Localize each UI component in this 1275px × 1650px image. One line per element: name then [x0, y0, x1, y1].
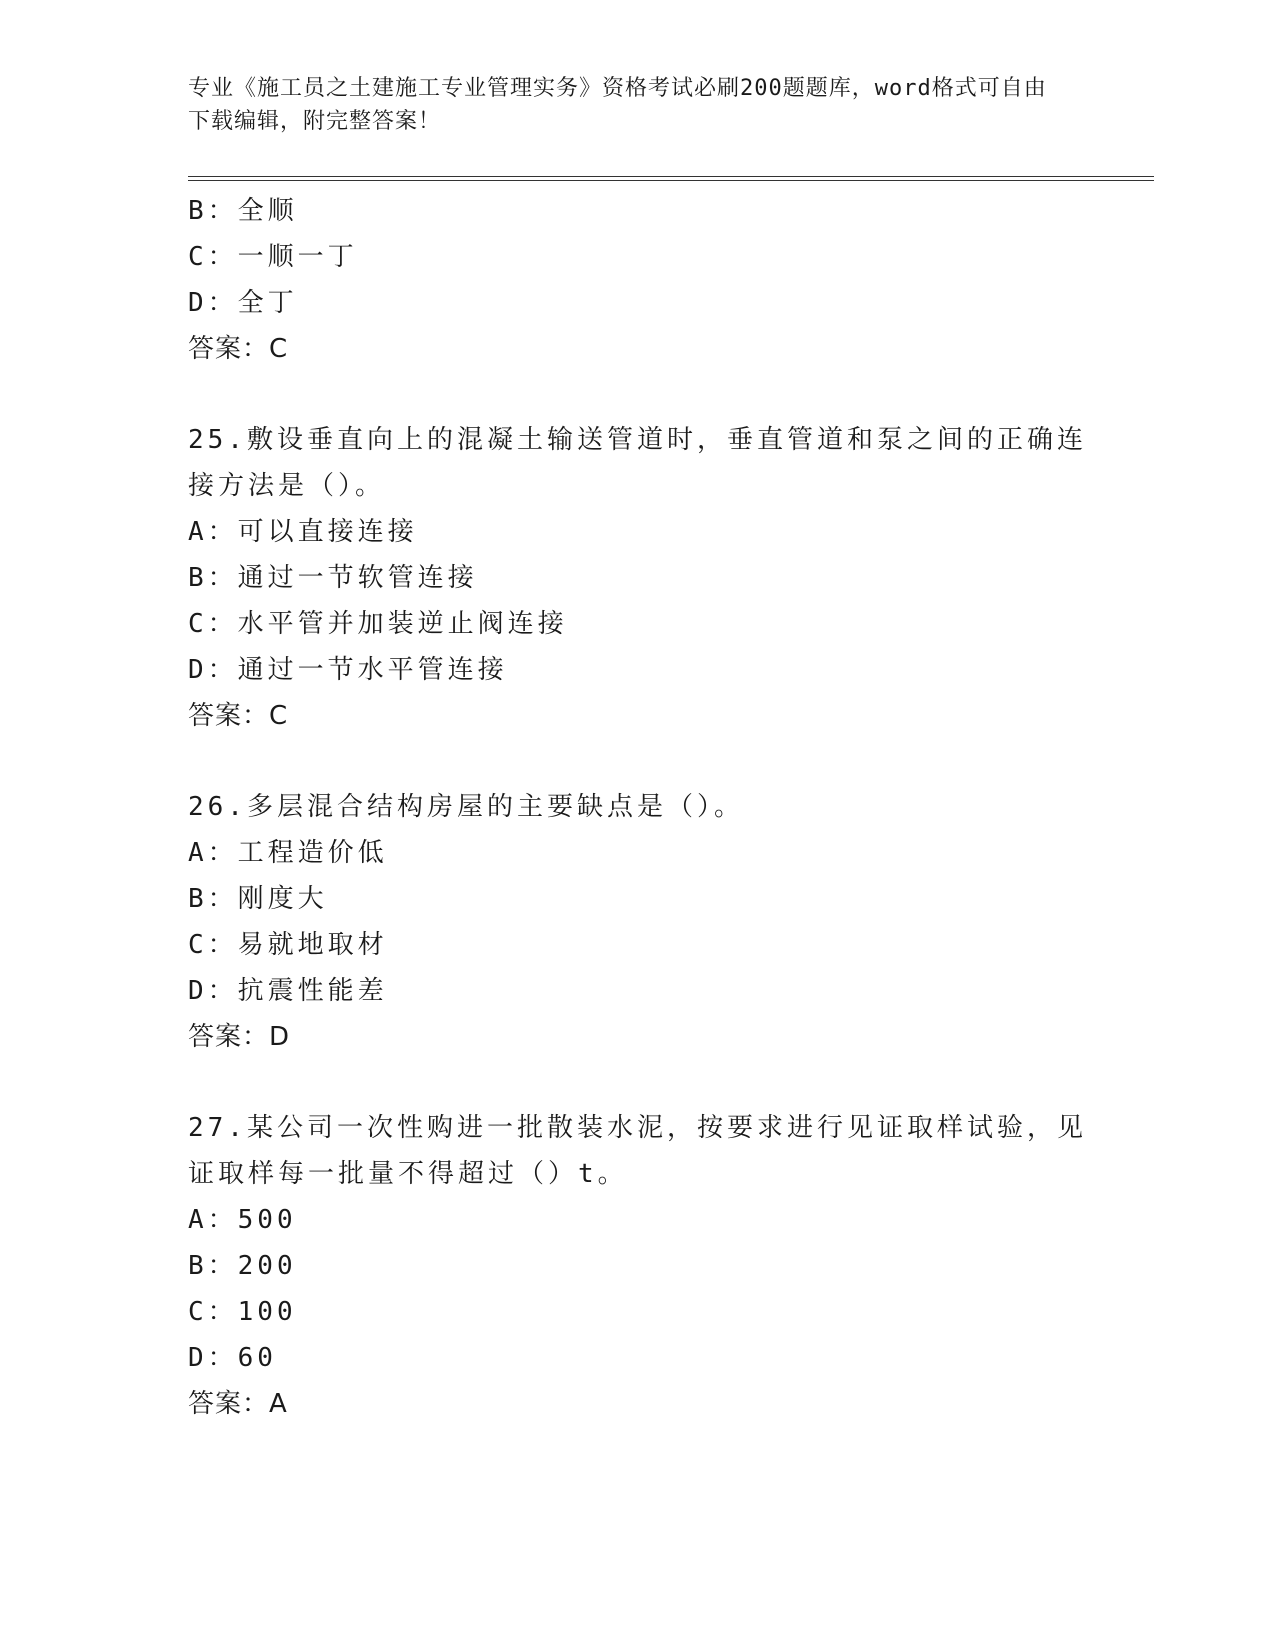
option-c: C：100 — [188, 1297, 297, 1327]
option-d: D：全丁 — [188, 288, 298, 318]
answer-line: 答案：D — [188, 1022, 291, 1052]
option-d: D：抗震性能差 — [188, 976, 388, 1006]
question-list — [188, 188, 1088, 1427]
question-27 — [188, 1105, 1088, 1427]
option-c: C：水平管并加装逆止阀连接 — [188, 609, 568, 639]
question-26 — [188, 784, 1088, 1060]
question-text: 25.敷设垂直向上的混凝土输送管道时，垂直管道和泵之间的正确连接方法是（）。 — [188, 425, 1087, 501]
option-d: D：通过一节水平管连接 — [188, 655, 508, 685]
question-text: 27.某公司一次性购进一批散装水泥，按要求进行见证取样试验，见证取样每一批量不得超过（）t。 — [188, 1113, 1087, 1189]
question-text: 26.多层混合结构房屋的主要缺点是（）。 — [188, 792, 744, 822]
option-c: C：一顺一丁 — [188, 242, 358, 272]
document-header: 专业《施工员之土建施工专业管理实务》资格考试必刷200题题库，word格式可自由下载编辑，附完整答案！ — [188, 76, 1047, 134]
answer-line: 答案：C — [188, 701, 289, 731]
option-b: B：刚度大 — [188, 884, 328, 914]
answer-line: 答案：A — [188, 1389, 288, 1419]
option-a: A：工程造价低 — [188, 838, 388, 868]
continued-question — [188, 188, 1088, 372]
option-a: A：可以直接连接 — [188, 517, 418, 547]
answer-line: 答案：C — [188, 334, 289, 364]
option-c: C：易就地取材 — [188, 930, 388, 960]
option-b: B：通过一节软管连接 — [188, 563, 478, 593]
option-a: A：500 — [188, 1205, 297, 1235]
option-b: B：200 — [188, 1251, 297, 1281]
option-d: D：60 — [188, 1343, 277, 1373]
option-b: B：全顺 — [188, 196, 298, 226]
question-25 — [188, 417, 1088, 739]
header-divider — [188, 176, 1154, 181]
